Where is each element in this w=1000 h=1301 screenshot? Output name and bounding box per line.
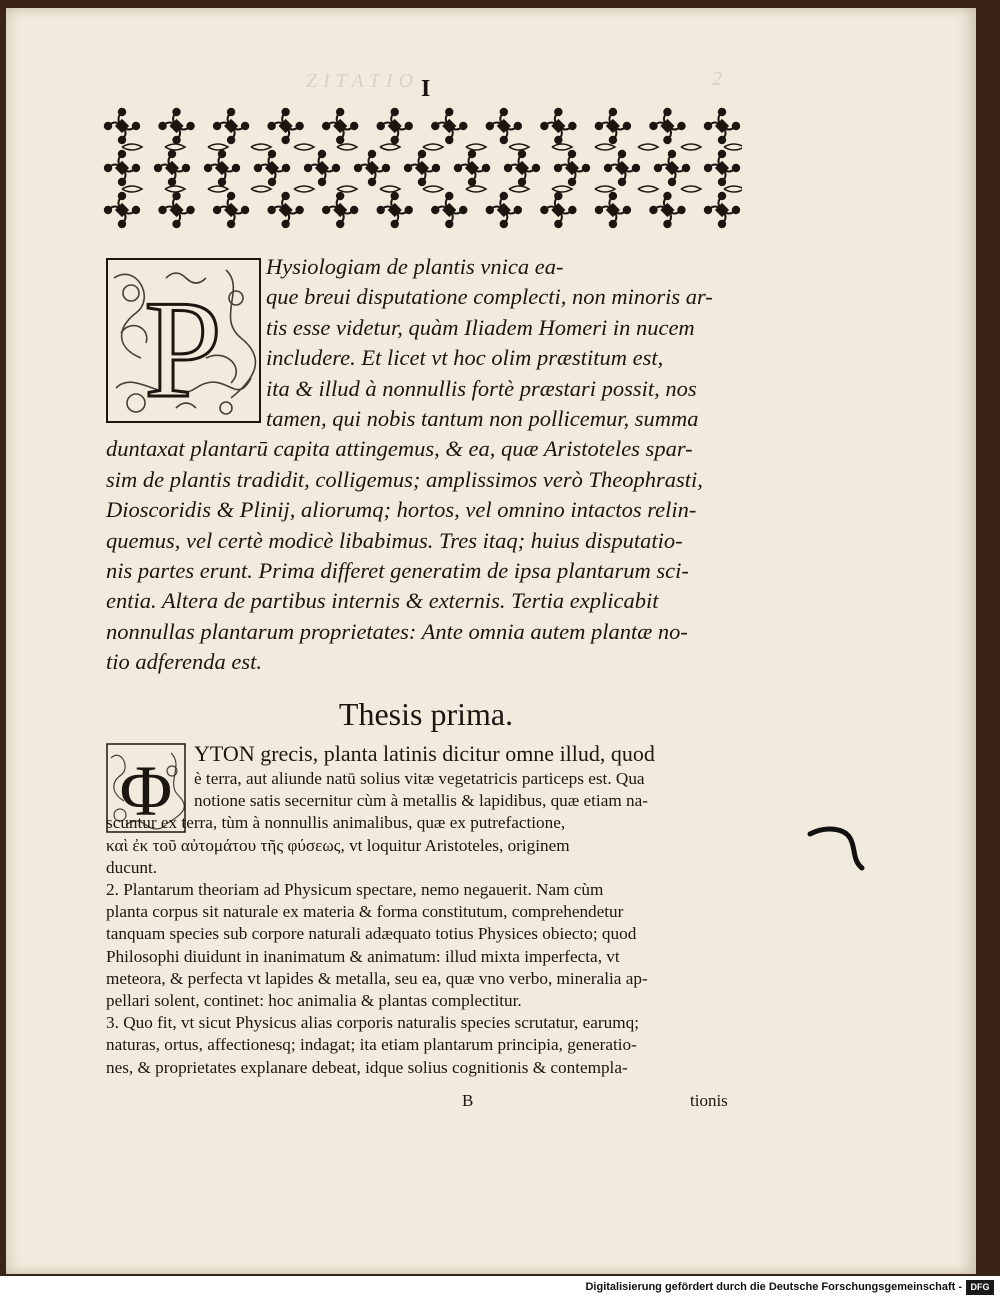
thesis-text xyxy=(106,741,746,1079)
fleuron-icon xyxy=(159,193,193,227)
fleuron-icon xyxy=(541,109,575,143)
fleuron-icon xyxy=(455,151,489,185)
bleed-through-text: ZITATIO xyxy=(306,70,420,92)
scroll-icon xyxy=(380,186,400,192)
text-line: 2. Plantarum theoriam ad Physicum spectare, nemo negauerit. Nam cùm xyxy=(106,880,604,900)
fleuron-icon xyxy=(650,109,684,143)
fleuron-icon xyxy=(596,193,630,227)
scroll-icon xyxy=(509,186,529,192)
text-line: naturas, ortus, affectionesq; indagat; ita etiam plantarum principia, generatio- xyxy=(106,1035,637,1055)
text-line: entia. Altera de partibus internis & externis. Tertia explicabit xyxy=(106,588,659,614)
scroll-icon xyxy=(337,186,357,192)
svg-text:Φ: Φ xyxy=(119,751,173,831)
text-line: planta corpus sit naturale ex materia & forma constitutum, comprehendetur xyxy=(106,902,624,922)
fleuron-icon xyxy=(555,151,589,185)
fleuron-icon xyxy=(268,193,302,227)
scroll-icon xyxy=(423,144,443,150)
fleuron-icon xyxy=(655,151,689,185)
text-line: sim de plantis tradidit, colligemus; amplissimos verò Theophrasti, xyxy=(106,466,703,492)
scroll-icon xyxy=(337,144,357,150)
scroll-icon xyxy=(294,186,314,192)
fleuron-icon xyxy=(214,109,248,143)
scroll-icon xyxy=(681,144,701,150)
text-line: nonnullas plantarum proprietates: Ante omnia autem plantæ no- xyxy=(106,618,688,644)
text-line: nes, & proprietates explanare debeat, idque solius cognitionis & contempla- xyxy=(106,1057,628,1077)
fleuron-icon xyxy=(155,151,189,185)
scroll-icon xyxy=(122,144,142,150)
svg-text:P: P xyxy=(144,272,222,423)
scroll-icon xyxy=(509,144,529,150)
text-line: ΥΤΟΝ grecis, planta latinis dicitur omne illud, quod xyxy=(194,741,655,766)
scroll-icon xyxy=(552,186,572,192)
fleuron-icon xyxy=(705,193,739,227)
scroll-icon xyxy=(466,144,486,150)
fleuron-icon xyxy=(405,151,439,185)
text-line: includere. Et licet vt hoc olim præstitum est, xyxy=(266,345,664,371)
fleuron-icon xyxy=(605,151,639,185)
text-line: duntaxat plantarū capita attingemus, & ea, quæ Aristoteles spar- xyxy=(106,436,693,462)
scroll-icon xyxy=(165,144,185,150)
fleuron-icon xyxy=(323,109,357,143)
text-line: que breui disputatione complecti, non minoris ar- xyxy=(266,284,713,310)
scroll-icon xyxy=(724,186,742,192)
scroll-icon xyxy=(466,186,486,192)
fleuron-icon xyxy=(487,193,521,227)
text-line: Philosophi diuidunt in inanimatum & animatum: illud mixta imperfecta, vt xyxy=(106,946,620,966)
pen-mark-icon xyxy=(806,820,876,880)
fleuron-icon xyxy=(487,109,521,143)
footer-bar xyxy=(0,1276,1000,1301)
fleuron-icon xyxy=(255,151,289,185)
section-heading: Thesis prima. xyxy=(338,696,514,732)
fleuron-icon xyxy=(105,193,139,227)
fleuron-icon xyxy=(105,151,139,185)
scroll-icon xyxy=(724,144,742,150)
text-line: Hysiologiam de plantis vnica ea- xyxy=(266,254,564,279)
fleuron-icon xyxy=(432,109,466,143)
scroll-icon xyxy=(638,186,658,192)
text-line: καὶ ἐκ τοῦ αὐτομάτου τῆς φύσεως, vt loquitur Aristoteles, originem xyxy=(106,835,570,855)
fleuron-icon xyxy=(159,109,193,143)
text-line: tamen, qui nobis tantum non pollicemur, summa xyxy=(266,406,699,432)
text-line: ducunt. xyxy=(106,857,158,877)
text-line: scuntur ex terra, tùm à nonnullis animalibus, quæ ex putrefactione, xyxy=(106,813,566,833)
fleuron-icon xyxy=(205,151,239,185)
scroll-icon xyxy=(595,144,615,150)
text-line: meteora, & perfecta vt lapides & metalla, seu ea, quæ vno verbo, mineralia ap- xyxy=(106,968,648,988)
fleuron-icon xyxy=(355,151,389,185)
text-line: tanquam species sub corpore naturali adæquato totius Physices obiecto; quod xyxy=(106,924,637,944)
text-line: quemus, vel certè modicè libabimus. Tres itaq; huius disputatio- xyxy=(106,527,683,553)
text-line: pellari solent, continet: hoc animalia & plantas complectitur. xyxy=(106,991,522,1011)
page-number: I xyxy=(421,76,431,102)
fleuron-icon xyxy=(378,109,412,143)
catchword: tionis xyxy=(690,1091,728,1110)
fleuron-icon xyxy=(650,193,684,227)
scroll-icon xyxy=(423,186,443,192)
scroll-icon xyxy=(294,144,314,150)
fleuron-icon xyxy=(323,193,357,227)
fleuron-icon xyxy=(505,151,539,185)
fleuron-icon xyxy=(541,193,575,227)
credit-text: Digitalisierung gefördert durch die Deutsche Forschungsgemeinschaft - xyxy=(585,1281,962,1293)
book-page xyxy=(6,8,976,1274)
text-line: ita & illud à nonnullis fortè præstari possit, nos xyxy=(266,375,697,401)
scroll-icon xyxy=(638,144,658,150)
fleuron-icon xyxy=(268,109,302,143)
text-line: è terra, aut aliunde natū solius vitæ vegetatricis particeps est. Qua xyxy=(194,769,645,788)
fleuron-icon xyxy=(705,151,739,185)
fleuron-icon xyxy=(305,151,339,185)
scroll-icon xyxy=(595,186,615,192)
scroll-icon xyxy=(681,186,701,192)
introduction-text xyxy=(106,252,746,678)
scroll-icon xyxy=(208,144,228,150)
text-line: notione satis secernitur cùm à metallis & lapidibus, quæ etiam na- xyxy=(194,791,648,811)
fleuron-icon xyxy=(214,193,248,227)
scroll-icon xyxy=(380,144,400,150)
scroll-icon xyxy=(122,186,142,192)
fleuron-band-icon xyxy=(102,104,742,232)
bleed-through-number: 2 xyxy=(712,68,728,90)
scroll-icon xyxy=(165,186,185,192)
text-line: Dioscoridis & Plinij, aliorumq; hortos, vel omnino intactos relin- xyxy=(106,497,697,523)
fleuron-icon xyxy=(105,109,139,143)
fleuron-icon xyxy=(596,109,630,143)
fleuron-icon xyxy=(378,193,412,227)
scroll-icon xyxy=(251,144,271,150)
scroll-icon xyxy=(208,186,228,192)
scroll-icon xyxy=(552,144,572,150)
dfg-logo: DFG xyxy=(966,1280,994,1295)
scroll-icon xyxy=(251,186,271,192)
text-line: nis partes erunt. Prima differet generatim de ipsa plantarum sci- xyxy=(106,558,689,584)
signature-mark: B xyxy=(462,1091,474,1110)
text-line: tis esse videtur, quàm Iliadem Homeri in nucem xyxy=(266,314,695,340)
fleuron-icon xyxy=(705,109,739,143)
text-line: tio adferenda est. xyxy=(106,649,263,675)
fleuron-icon xyxy=(432,193,466,227)
text-line: 3. Quo fit, vt sicut Physicus alias corporis naturalis species scrutatur, earumq; xyxy=(106,1013,639,1033)
